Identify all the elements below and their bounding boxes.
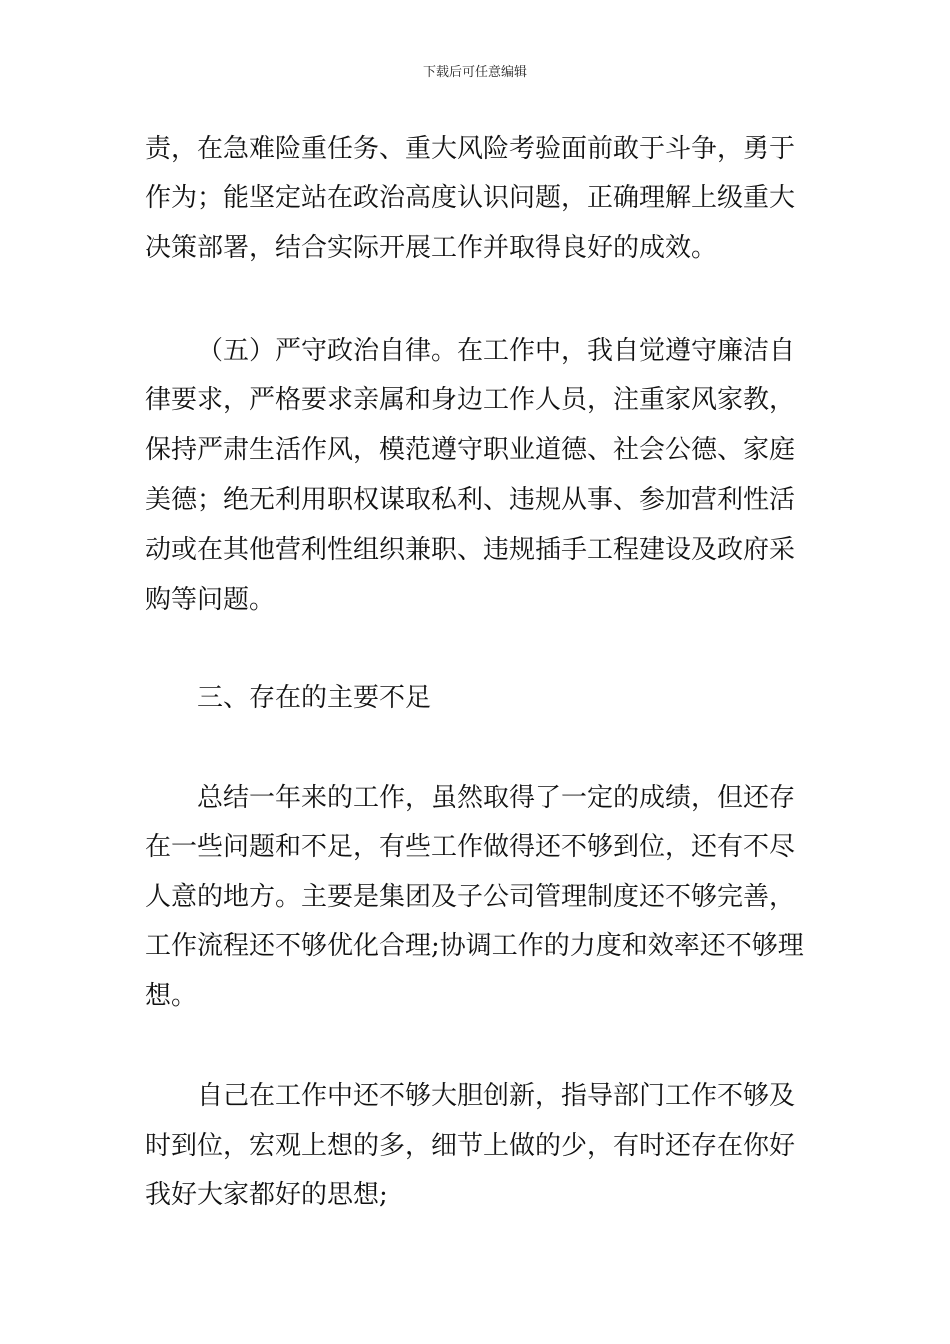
text-line: 动或在其他营利性组织兼职、违规插手工程建设及政府采 xyxy=(145,535,796,565)
text-line: 自己在工作中还不够大胆创新，指导部门工作不够及 xyxy=(197,1081,796,1111)
text-line: 想。 xyxy=(145,981,198,1011)
text-line: 购等问题。 xyxy=(145,585,276,615)
text-line: 人意的地方。主要是集团及子公司管理制度还不够完善， xyxy=(145,882,796,912)
text-line: 作为；能坚定站在政治高度认识问题，正确理解上级重大 xyxy=(145,183,796,213)
text-line: 在一些问题和不足，有些工作做得还不够到位，还有不尽 xyxy=(145,832,796,862)
text-line: 责，在急难险重任务、重大风险考验面前敢于斗争，勇于 xyxy=(145,134,796,164)
page-header: 下载后可任意编辑 xyxy=(422,65,527,80)
text-line: 律要求，严格要求亲属和身边工作人员，注重家风家教， xyxy=(145,385,796,415)
text-line: 美德；绝无利用职权谋取私利、违规从事、参加营利性活 xyxy=(145,485,796,515)
text-line: 决策部署，结合实际开展工作并取得良好的成效。 xyxy=(145,233,718,263)
text-line: 保持严肃生活作风，模范遵守职业道德、社会公德、家庭 xyxy=(145,435,796,465)
section-heading: 三、存在的主要不足 xyxy=(197,683,432,713)
text-line: 我好大家都好的思想; xyxy=(145,1180,388,1210)
text-line: 工作流程还不够优化合理;协调工作的力度和效率还不够理 xyxy=(145,931,804,961)
text-line: 时到位，宏观上想的多，细节上做的少，有时还存在你好 xyxy=(145,1131,796,1161)
text-line: （五）严守政治自律。在工作中，我自觉遵守廉洁自 xyxy=(197,336,796,366)
text-line: 总结一年来的工作，虽然取得了一定的成绩，但还存 xyxy=(197,783,796,813)
